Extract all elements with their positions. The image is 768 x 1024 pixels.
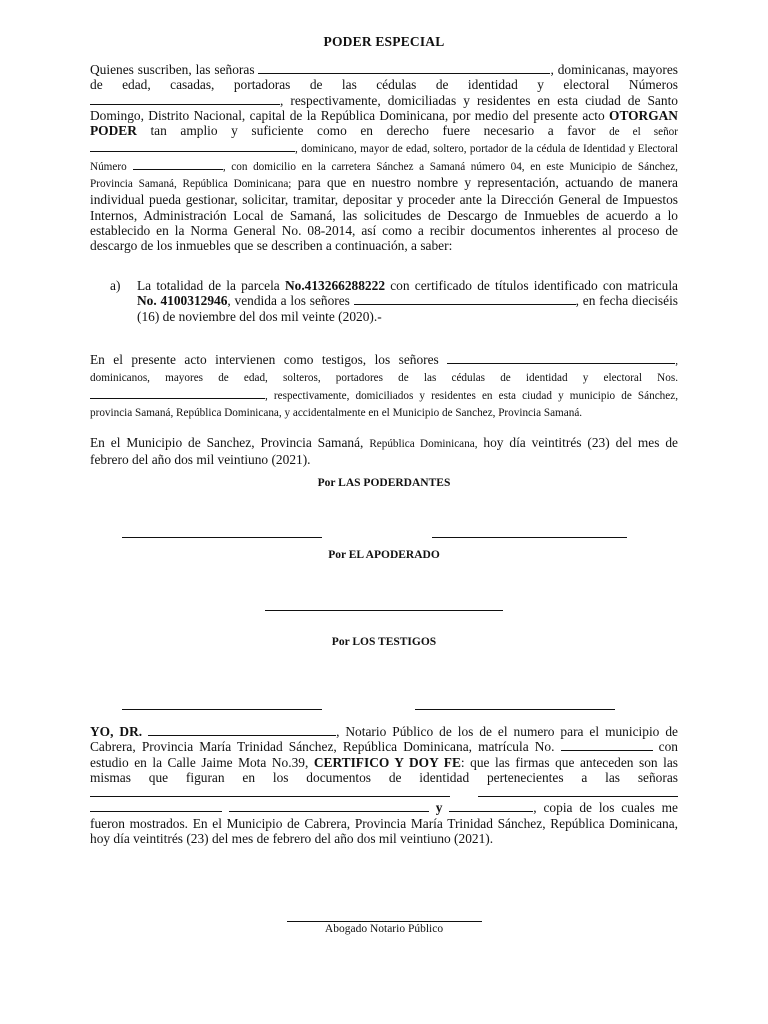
signature-line — [265, 610, 503, 611]
section-apoderado: Por EL APODERADO — [328, 549, 440, 561]
item-a: a) La totalidad de la parcela No.413266288222 con certificado de títulos identificado con matricula No. 4100312946, vendida a los señores , en fecha dieciséis (16) de noviembre del dos mil veinte (2020).- — [110, 278, 679, 324]
notary-signature-label: Abogado Notario Público — [324, 923, 444, 935]
blank-line — [354, 293, 576, 305]
witnesses-paragraph: En el presente acto intervienen como testigos, los señores , dominicanos, mayores de edad, solteros, portadores de las cédulas de identidad y electoral Nos. , respectivamente, domiciliados y residentes en esta ciudad y municipio de Sánchez, provincia Samaná, República Dominicana, y accidentalmente en el Municipio de Sanchez, Provincia Samaná. — [90, 352, 678, 419]
blank-line — [90, 800, 222, 812]
signature-line — [415, 709, 615, 710]
intro-paragraph: Quienes suscriben, las señoras , dominicanas, mayores de edad, casadas, portadoras de las cédulas de identidad y electoral Números , respectivamente, domiciliadas y residentes en esta ciudad de Santo Domingo, Distrito Nacional, capital de la República Dominicana, por medio del presente acto OTORGAN PODER tan amplio y suficiente como en derecho fuere necesario a favor de el señor , dominicano, mayor de edad, soltero, portador de la cédula de Identidad y Electoral Número , con domicilio en la carretera Sánchez a Samaná número 04, en este Municipio de Sánchez, Provincia Samaná, República Dominicana; para que en nuestro nombre y representación, actuando de manera individual pueda gestionar, solicitar, tramitar, depositar y proceder ante la Dirección General de Impuestos Internos, Administración Local de Samaná, las solicitudes de Descargo de Inmuebles de acuerdo a lo establecido en la Norma General No. 08-2014, así como a recibir documentos inherentes al proceso de descargo de los inmuebles que se describen a continuación, a saber: — [90, 62, 678, 254]
blank-line — [90, 93, 280, 105]
blank-line — [561, 739, 653, 751]
blank-line — [133, 158, 223, 170]
signature-line — [122, 709, 322, 710]
signature-line — [287, 921, 482, 922]
section-testigos: Por LOS TESTIGOS — [331, 636, 437, 648]
blank-line — [447, 352, 675, 364]
blank-line — [449, 800, 533, 812]
blank-line — [90, 140, 295, 152]
section-poderdantes: Por LAS PODERDANTES — [317, 477, 451, 489]
signature-line — [432, 537, 627, 538]
blank-line — [258, 62, 550, 74]
blank-line — [478, 785, 678, 797]
notary-paragraph: YO, DR. , Notario Público de los de el numero para el municipio de Cabrera, Provincia María Trinidad Sánchez, República Dominicana, matrícula No. con estudio en la Calle Jaime Mota No.39, CERTIFICO Y DOY FE: que las firmas que anteceden son las mismas que figuran en los documentos de identidad pertenecientes a las señoras y , copia de los cuales me fueron mostrados. En el Municipio de Cabrera, Provincia María Trinidad Sánchez, República Dominicana, hoy día veintitrés (23) del mes de febrero del año dos mil veintiuno (2021). — [90, 724, 679, 847]
document-title: PODER ESPECIAL — [323, 34, 445, 49]
blank-line — [90, 785, 450, 797]
blank-line — [90, 387, 265, 399]
signature-line — [122, 537, 322, 538]
blank-line — [229, 800, 429, 812]
closing-paragraph: En el Municipio de Sanchez, Provincia Samaná, República Dominicana, hoy día veintitrés (23) del mes de febrero del año dos mil veintiuno (2021). — [90, 435, 678, 468]
blank-line — [148, 724, 336, 736]
